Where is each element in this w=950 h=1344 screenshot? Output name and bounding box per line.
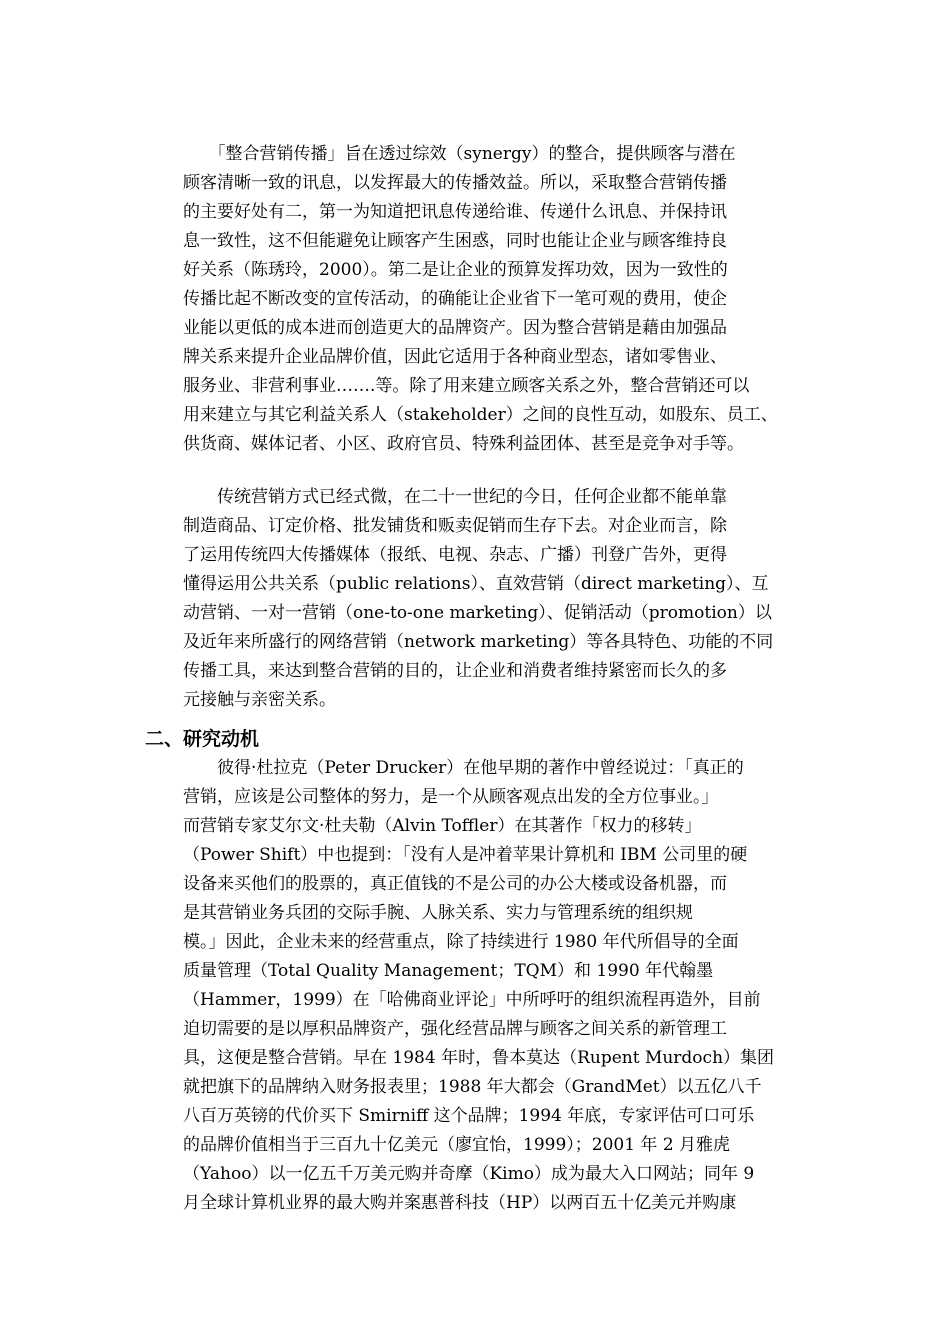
text-line: 「整合营销传播」旨在透过综效（synergy）的整合，提供顾客与潜在 bbox=[183, 144, 736, 164]
text-line: 传播工具，来达到整合营销的目的，让企业和消费者维持紧密而长久的多 bbox=[183, 661, 727, 681]
text-line: 懂得运用公共关系（public relations）、直效营销（direct marketing）、互 bbox=[183, 574, 769, 594]
text-line: 八百万英镑的代价买下 Smirniff 这个品牌；1994 年底，专家评估可口可乐 bbox=[183, 1106, 755, 1126]
text-line: （Power Shift）中也提到：「没有人是冲着苹果计算机和 IBM 公司里的硬 bbox=[183, 845, 748, 865]
text-line: 是其营销业务兵团的交际手腕、人脉关系、实力与管理系统的组织规 bbox=[183, 903, 693, 923]
text-line: 业能以更低的成本进而创造更大的品牌资产。因为整合营销是藉由加强品 bbox=[183, 318, 727, 338]
text-line: 元接触与亲密关系。 bbox=[183, 690, 336, 710]
text-line: 供货商、媒体记者、小区、政府官员、特殊利益团体、甚至是竞争对手等。 bbox=[183, 434, 744, 454]
text-line: 传统营销方式已经式微，在二十一世纪的今日，任何企业都不能单靠 bbox=[183, 487, 727, 507]
text-line: 就把旗下的品牌纳入财务报表里；1988 年大都会（GrandMet）以五亿八千 bbox=[183, 1077, 762, 1097]
text-line: 息一致性，这不但能避免让顾客产生困惑，同时也能让企业与顾客维持良 bbox=[183, 231, 727, 251]
section-heading: 二、研究动机 bbox=[145, 728, 260, 750]
text-line: 而营销专家艾尔文·杜夫勒（Alvin Toffler）在其著作「权力的移转」 bbox=[183, 816, 702, 836]
text-line: 牌关系来提升企业品牌价值，因此它适用于各种商业型态，诸如零售业、 bbox=[183, 347, 727, 367]
text-line: 用来建立与其它利益关系人（stakeholder）之间的良性互动，如股东、员工、 bbox=[183, 405, 778, 425]
text-line: 制造商品、订定价格、批发铺货和贩卖促销而生存下去。对企业而言，除 bbox=[183, 516, 727, 536]
text-line: （Hammer，1999）在「哈佛商业评论」中所呼吁的组织流程再造外，目前 bbox=[183, 990, 761, 1010]
text-line: （Yahoo）以一亿五千万美元购并奇摩（Kimo）成为最大入口网站；同年 9 bbox=[183, 1164, 755, 1184]
text-line: 了运用传统四大传播媒体（报纸、电视、杂志、广播）刊登广告外，更得 bbox=[183, 545, 727, 565]
text-line: 动营销、一对一营销（one-to-one marketing）、促销活动（promotion）以 bbox=[183, 603, 772, 623]
text-line: 迫切需要的是以厚积品牌资产，强化经营品牌与顾客之间关系的新管理工 bbox=[183, 1019, 727, 1039]
text-line: 具，这便是整合营销。早在 1984 年时，鲁本莫达（Rupent Murdoch）集团 bbox=[183, 1048, 775, 1068]
text-line: 好关系（陈琇玲，2000）。第二是让企业的预算发挥功效，因为一致性的 bbox=[183, 260, 728, 280]
text-line: 顾客清晰一致的讯息，以发挥最大的传播效益。所以，采取整合营销传播 bbox=[183, 173, 727, 193]
text-line: 彼得·杜拉克（Peter Drucker）在他早期的著作中曾经说过：「真正的 bbox=[183, 758, 744, 778]
text-line: 模。」因此，企业未来的经营重点，除了持续进行 1980 年代所倡导的全面 bbox=[183, 932, 739, 952]
text-line: 传播比起不断改变的宣传活动，的确能让企业省下一笔可观的费用，使企 bbox=[183, 289, 727, 309]
text-line: 营销，应该是公司整体的努力，是一个从顾客观点出发的全方位事业。」 bbox=[183, 787, 719, 807]
text-line: 的品牌价值相当于三百九十亿美元（廖宜怡，1999）；2001 年 2 月雅虎 bbox=[183, 1135, 731, 1155]
text-line: 及近年来所盛行的网络营销（network marketing）等各具特色、功能的不同 bbox=[183, 632, 774, 652]
text-line: 服务业、非营利事业…….等。除了用来建立顾客关系之外，整合营销还可以 bbox=[183, 376, 750, 396]
text-line: 设备来买他们的股票的，真正值钱的不是公司的办公大楼或设备机器，而 bbox=[183, 874, 727, 894]
text-line: 月全球计算机业界的最大购并案惠普科技（HP）以两百五十亿美元并购康 bbox=[183, 1193, 737, 1213]
text-line: 质量管理（Total Quality Management；TQM）和 1990 年代翰墨 bbox=[183, 961, 714, 981]
text-line: 的主要好处有二，第一为知道把讯息传递给谁、传递什么讯息、并保持讯 bbox=[183, 202, 727, 222]
